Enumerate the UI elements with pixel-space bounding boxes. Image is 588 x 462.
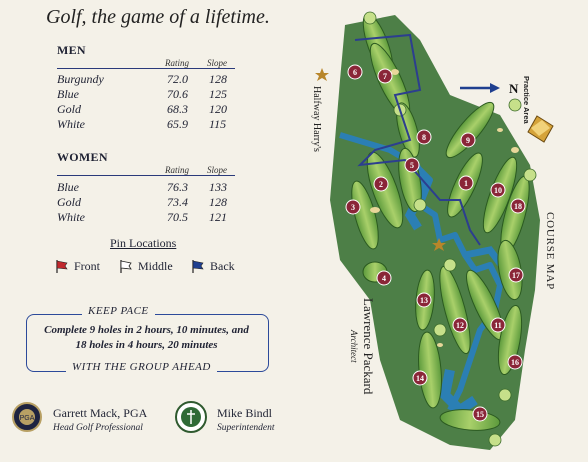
hole-marker-4 <box>377 271 391 285</box>
svg-text:15: 15 <box>476 410 484 419</box>
women-section-title: WOMEN <box>57 150 108 164</box>
blue-flag-icon <box>192 260 204 273</box>
keep-pace-subtitle: WITH THE GROUP AHEAD <box>66 361 217 373</box>
hole-marker-5 <box>405 158 419 172</box>
hole-marker-9 <box>461 133 475 147</box>
hole-marker-8 <box>417 130 431 144</box>
men-section-title: MEN <box>57 43 86 57</box>
superintendent-role: Superintendent <box>217 423 275 433</box>
table-row: Gold 73.4 128 <box>57 195 227 209</box>
svg-text:17: 17 <box>512 271 520 280</box>
hole-marker-2 <box>374 177 388 191</box>
superintendents-association-icon <box>175 401 207 433</box>
table-row: Blue 70.6 125 <box>57 87 227 101</box>
head-pro-role: Head Golf Professional <box>53 423 143 433</box>
women-rating-header: Rating <box>165 165 189 175</box>
pin-locations-title: Pin Locations <box>110 236 177 250</box>
hole-marker-7 <box>378 69 392 83</box>
svg-text:16: 16 <box>511 358 519 367</box>
svg-text:2: 2 <box>379 180 383 189</box>
svg-text:4: 4 <box>382 274 386 283</box>
practice-area-label: Practice Area <box>522 76 531 124</box>
men-slope-header: Slope <box>207 58 227 68</box>
svg-text:12: 12 <box>456 321 464 330</box>
white-flag-icon <box>120 260 132 273</box>
star-icon <box>315 68 329 81</box>
table-row: Blue 76.3 133 <box>57 180 227 194</box>
svg-text:N: N <box>509 81 519 96</box>
table-row: White 70.5 121 <box>57 210 227 224</box>
svg-text:1: 1 <box>464 179 468 188</box>
architect-name: Lawrence Packard <box>361 298 376 395</box>
north-arrow-icon <box>460 81 519 96</box>
hole-marker-13 <box>417 293 431 307</box>
svg-text:8: 8 <box>422 133 426 142</box>
table-row: Burgundy 72.0 128 <box>57 72 227 86</box>
pin-legend-middle: Middle <box>120 259 173 274</box>
hole-marker-17 <box>509 268 523 282</box>
scorecard-info-panel <box>0 0 290 457</box>
head-pro-name: Garrett Mack, PGA <box>53 406 148 420</box>
table-row: White 65.9 115 <box>57 117 227 131</box>
pin-legend-back: Back <box>192 259 235 274</box>
architect-role: Architect <box>349 330 359 363</box>
svg-text:10: 10 <box>494 186 502 195</box>
svg-text:3: 3 <box>351 203 355 212</box>
svg-text:6: 6 <box>353 68 357 77</box>
svg-text:14: 14 <box>416 374 424 383</box>
hole-marker-16 <box>508 355 522 369</box>
headline: Golf, the game of a lifetime. <box>46 6 270 28</box>
hole-marker-10 <box>491 183 505 197</box>
hole-marker-11 <box>491 318 505 332</box>
men-rating-header: Rating <box>165 58 189 68</box>
halfway-harrys-label: Halfway Harry's <box>311 86 322 152</box>
women-slope-header: Slope <box>207 165 227 175</box>
svg-text:11: 11 <box>494 321 502 330</box>
course-map-title: COURSE MAP <box>544 212 556 290</box>
svg-text:18: 18 <box>514 202 522 211</box>
table-row: Gold 68.3 120 <box>57 102 227 116</box>
svg-text:13: 13 <box>420 296 428 305</box>
hole-marker-1 <box>459 176 473 190</box>
hole-marker-14 <box>413 371 427 385</box>
svg-text:PGA: PGA <box>19 415 35 422</box>
keep-pace-title: KEEP PACE <box>82 305 155 317</box>
men-divider <box>57 68 235 69</box>
hole-marker-15 <box>473 407 487 421</box>
pga-seal-icon <box>12 402 42 432</box>
svg-text:9: 9 <box>466 136 470 145</box>
svg-text:7: 7 <box>383 72 387 81</box>
red-flag-icon <box>56 260 68 273</box>
superintendent-name: Mike Bindl <box>217 406 273 420</box>
hole-marker-6 <box>348 65 362 79</box>
svg-text:5: 5 <box>410 161 414 170</box>
women-divider <box>57 175 235 176</box>
hole-marker-12 <box>453 318 467 332</box>
course-map <box>300 0 588 457</box>
hole-marker-18 <box>511 199 525 213</box>
pin-legend-front: Front <box>56 259 100 274</box>
hole-marker-3 <box>346 200 360 214</box>
keep-pace-text: Complete 9 holes in 2 hours, 10 minutes, and 18 holes in 4 hours, 20 minutes <box>44 324 249 351</box>
